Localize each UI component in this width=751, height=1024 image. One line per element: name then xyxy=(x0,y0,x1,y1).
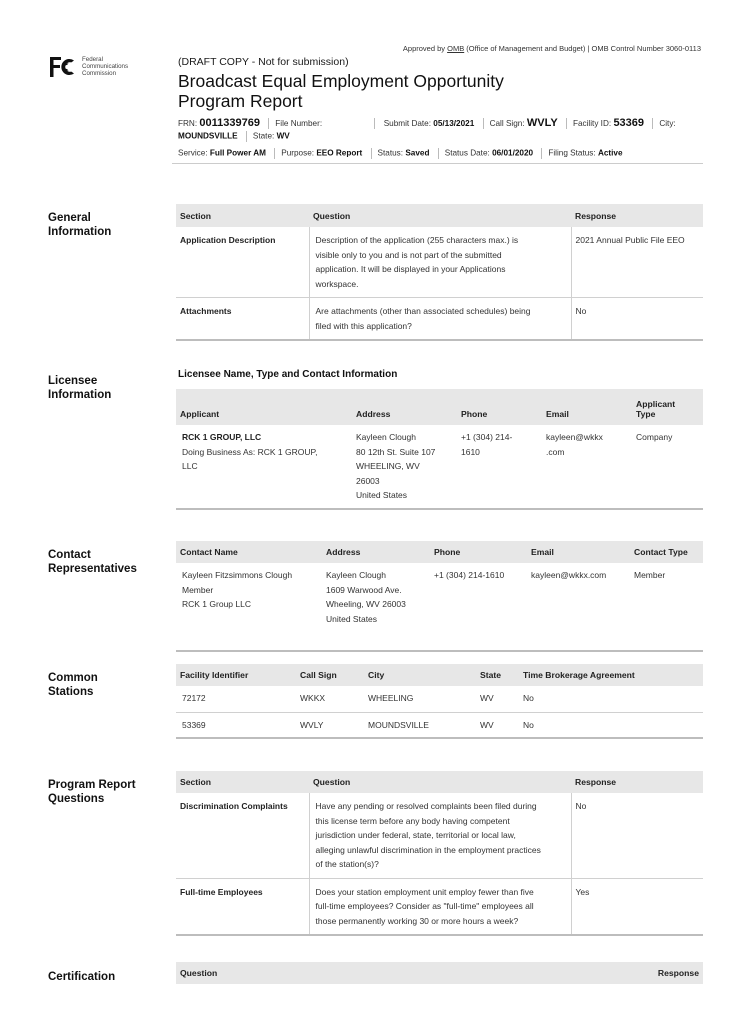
phone-cell: +1 (304) 214- 1610 xyxy=(457,425,542,509)
table-row xyxy=(176,425,703,509)
table-row xyxy=(176,712,703,738)
column-header-time-brokerage-agreement: Time Brokerage Agreement xyxy=(519,664,703,686)
call-sign-cell: WKKX xyxy=(296,686,364,712)
table-row xyxy=(176,227,703,298)
certification-label: Certification xyxy=(48,971,116,983)
response-cell: Yes xyxy=(571,878,703,935)
column-header-question: Question xyxy=(309,771,571,793)
column-header-email: Email xyxy=(542,389,632,425)
facility-id-value: 53369 xyxy=(613,117,645,129)
status-date-value: 06/01/2020 xyxy=(492,148,534,158)
header-row-3: Service: Full Power AM Purpose: EEO Report Status: Saved Status Date: 06/01/2020 Filing Status: Active xyxy=(178,148,623,158)
program-report-questions-label: Program Report Questions xyxy=(48,779,136,805)
question-cell: Have any pending or resolved complaints been filed during this license term before any body having competent jurisdiction under federal, state, territorial or local law, alleging unlawful discrimination in the employment practices of the station(s)? xyxy=(309,793,571,878)
column-header-call-sign: Call Sign xyxy=(296,664,364,686)
fcc-agency-name: Federal Communications Commission xyxy=(82,56,129,77)
column-header-facility-identifier: Facility Identifier xyxy=(176,664,296,686)
column-header-response: Response xyxy=(571,771,703,793)
licensee-subheading: Licensee Name, Type and Contact Information xyxy=(178,369,398,380)
fcc-logo-icon xyxy=(48,54,76,80)
table-row xyxy=(176,793,703,878)
column-header-contact-type: Contact Type xyxy=(630,541,703,563)
column-header-question: Question xyxy=(176,962,623,984)
question-cell: Does your station employment unit employ fewer than five full-time employees? Consider as "full-time" employees all those permanently working 30 or more hours a week? xyxy=(309,878,571,935)
facility-id-cell: 72172 xyxy=(176,686,296,712)
table-row xyxy=(176,563,703,651)
column-header-response: Response xyxy=(571,204,703,227)
general-information-label: General Information xyxy=(48,212,112,238)
state-cell: WV xyxy=(476,712,519,738)
section-cell: Application Description xyxy=(176,227,309,298)
city-value: MOUNDSVILLE xyxy=(178,131,238,141)
page-title: Broadcast Equal Employment Opportunity Program Report xyxy=(178,71,504,111)
section-cell: Attachments xyxy=(176,298,309,341)
column-header-state: State xyxy=(476,664,519,686)
email-cell: kayleen@wkkx .com xyxy=(542,425,632,509)
service-value: Full Power AM xyxy=(209,148,266,158)
state-value: WV xyxy=(276,131,290,141)
column-header-question: Question xyxy=(309,204,571,227)
facility-id-cell: 53369 xyxy=(176,712,296,738)
response-cell: No xyxy=(571,793,703,878)
column-header-contact-name: Contact Name xyxy=(176,541,322,563)
header-row-2: MOUNDSVILLE State: WV xyxy=(178,131,290,141)
column-header-phone: Phone xyxy=(430,541,527,563)
column-header-applicant: Applicant xyxy=(176,389,352,425)
table-row xyxy=(176,298,703,341)
fcc-logo xyxy=(48,54,158,80)
question-cell: Description of the application (255 characters max.) is visible only to you and is not part of the submitted application. It will be displayed in your Applications workspace. xyxy=(309,227,571,298)
applicant-type-cell: Company xyxy=(632,425,703,509)
common-stations-table xyxy=(176,664,703,739)
program-report-questions-table xyxy=(176,771,703,936)
column-header-phone: Phone xyxy=(457,389,542,425)
column-header-response: Response xyxy=(623,962,703,984)
header-divider xyxy=(172,163,703,164)
draft-notice: (DRAFT COPY - Not for submission) xyxy=(178,56,349,68)
submit-date-value: 05/13/2021 xyxy=(433,119,475,128)
address-cell: Kayleen Clough 80 12th St. Suite 107 WHEELING, WV 26003 United States xyxy=(352,425,457,509)
licensee-table xyxy=(176,389,703,510)
state-cell: WV xyxy=(476,686,519,712)
omb-abbreviation: OMB xyxy=(447,44,465,53)
contact-type-cell: Member xyxy=(630,563,703,651)
section-cell: Full-time Employees xyxy=(176,878,309,935)
header-row-1: FRN: 0011339769 File Number: Submit Date: 05/13/2021 Call Sign: WVLY Facility ID: 53369 City: xyxy=(178,117,676,129)
column-header-section: Section xyxy=(176,771,309,793)
column-header-city: City xyxy=(364,664,476,686)
common-stations-label: Common Stations xyxy=(48,672,98,698)
call-sign-value: WVLY xyxy=(526,117,558,129)
contact-representatives-label: Contact Representatives xyxy=(48,549,137,575)
table-row xyxy=(176,878,703,935)
section-cell: Discrimination Complaints xyxy=(176,793,309,878)
response-cell: 2021 Annual Public File EEO xyxy=(571,227,703,298)
table-row xyxy=(176,686,703,712)
response-cell: No xyxy=(571,298,703,341)
frn-value: 0011339769 xyxy=(199,117,260,129)
applicant-cell: RCK 1 GROUP, LLC Doing Business As: RCK 1 GROUP, LLC xyxy=(176,425,352,509)
column-header-applicant-type: Applicant Type xyxy=(632,389,703,425)
address-cell: Kayleen Clough 1609 Warwood Ave. Wheeling, WV 26003 United States xyxy=(322,563,430,651)
tba-cell: No xyxy=(519,686,703,712)
tba-cell: No xyxy=(519,712,703,738)
licensee-information-label: Licensee Information xyxy=(48,375,112,401)
city-cell: MOUNDSVILLE xyxy=(364,712,476,738)
city-cell: WHEELING xyxy=(364,686,476,712)
general-information-table xyxy=(176,204,703,341)
contact-representatives-table xyxy=(176,541,703,652)
question-cell: Are attachments (other than associated schedules) being filed with this application? xyxy=(309,298,571,341)
phone-cell: +1 (304) 214-1610 xyxy=(430,563,527,651)
contact-name-cell: Kayleen Fitzsimmons Clough Member RCK 1 Group LLC xyxy=(176,563,322,651)
column-header-address: Address xyxy=(352,389,457,425)
omb-approval-line: Approved by OMB (Office of Management and Budget) | OMB Control Number 3060-0113 xyxy=(402,44,701,53)
column-header-email: Email xyxy=(527,541,630,563)
column-header-section: Section xyxy=(176,204,309,227)
column-header-address: Address xyxy=(322,541,430,563)
email-cell: kayleen@wkkx.com xyxy=(527,563,630,651)
status-value: Saved xyxy=(405,148,430,158)
applicant-name: RCK 1 GROUP, LLC xyxy=(182,432,262,442)
purpose-value: EEO Report xyxy=(316,148,363,158)
certification-table xyxy=(176,962,703,984)
filing-status-value: Active xyxy=(597,148,623,158)
call-sign-cell: WVLY xyxy=(296,712,364,738)
